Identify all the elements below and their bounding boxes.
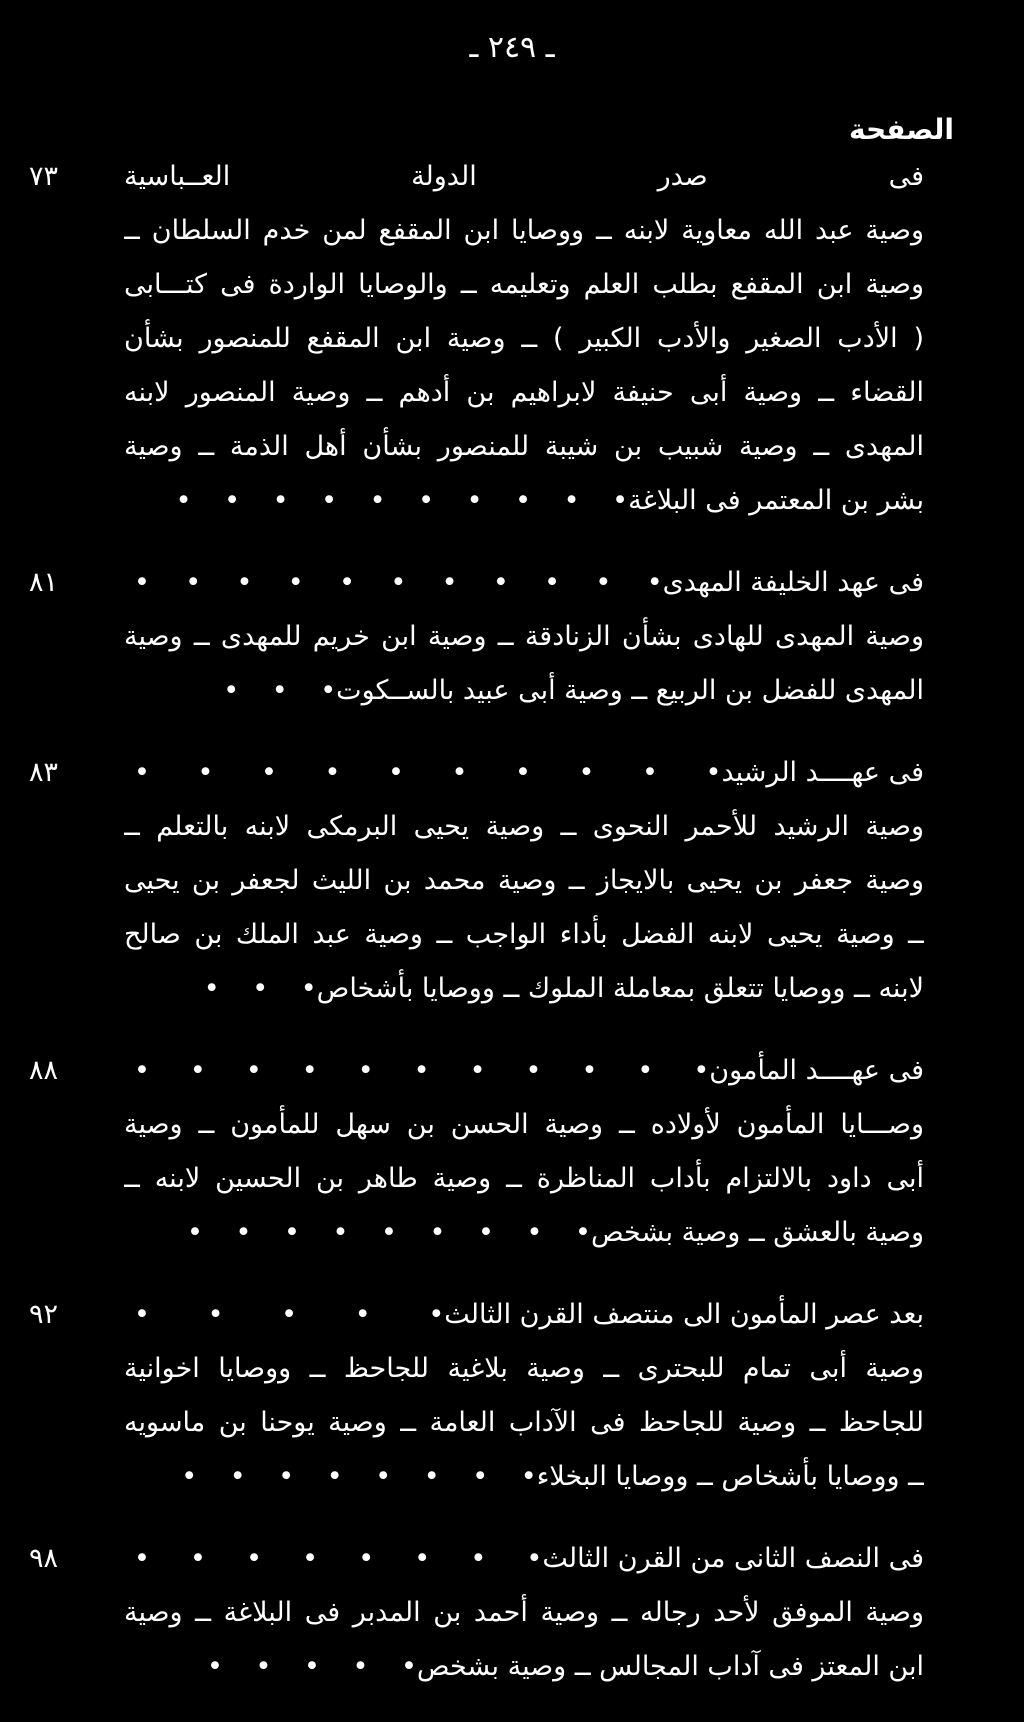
page-column-heading: الصفحة <box>848 113 954 146</box>
toc-entry-line: وصية أبى تمام للبحترى ــ وصية بلاغية للجاحظ ــ ووصايا اخوانية <box>124 1353 924 1384</box>
toc-entry-line: أبى داود بالالتزام بأداب المناظرة ــ وصية طاهر بن الحسين لابنه ــ <box>124 1163 924 1194</box>
toc-page-number: ٩٨ <box>29 1543 59 1574</box>
page-number: ـ ٢٤٩ ـ <box>469 30 555 65</box>
toc-entry <box>29 150 924 528</box>
toc-entry-line: وصية ابن المقفع بطلب العلم وتعليمه ــ والوصايا الواردة فى كتـــابى <box>124 269 924 300</box>
toc-entry-text: ــ ووصايا بأشخاص ــ ووصايا البخلاء <box>536 1461 924 1492</box>
toc-page-number: ٨١ <box>29 567 59 598</box>
toc-entry-line <box>124 1450 924 1504</box>
toc-entry-line <box>124 556 924 610</box>
dot-leader: • • • • • <box>134 1299 445 1330</box>
toc-entry-line: القضاء ــ وصية أبى حنيفة لابراهيم بن أدهم ــ وصية المنصور لابنه <box>124 377 924 408</box>
toc-entry <box>29 746 924 1016</box>
toc-entry-line: وصية جعفر بن يحيى بالايجاز ــ وصية محمد بن الليث لجعفر بن يحيى <box>124 865 924 896</box>
dot-leader: • • • • • • • • • • • <box>134 1055 710 1086</box>
toc-entry-line: المهدى ــ وصية شبيب بن شيبة للمنصور بشأن أهل الذمة ــ وصية <box>124 431 924 462</box>
toc-entry-title: بعد عصر المأمون الى منتصف القرن الثالث <box>444 1299 924 1330</box>
toc-entry-text: ابن المعتز فى آداب المجالس ــ وصية بشخص <box>416 1651 924 1682</box>
toc-entry-title: فى عهــــد المأمون <box>709 1055 924 1086</box>
toc-entry <box>29 1288 924 1504</box>
toc-entry-line <box>124 746 924 800</box>
toc-entry-line <box>124 1044 924 1098</box>
toc-entry-line: وصية عبد الله معاوية لابنه ــ ووصايا ابن المقفع لمن خدم السلطان ــ <box>124 215 924 246</box>
dot-leader: • • • • • <box>206 1651 417 1682</box>
toc-entry-text: لابنه ــ ووصايا تتعلق بمعاملة الملوك ــ ووصايا بأشخاص <box>316 973 924 1004</box>
toc-entry-line: ( الأدب الصغير والأدب الكبير ) ــ وصية ابن المقفع للمنصور بشأن <box>124 323 924 354</box>
dot-leader: • • • • • • • • • • • <box>134 567 663 598</box>
dot-leader: • • • <box>223 675 337 706</box>
dot-leader: • • • • • • • • • <box>186 1217 591 1248</box>
toc-page-number: ٨٣ <box>29 757 59 788</box>
toc-entry-line <box>124 1640 924 1694</box>
dot-leader: • • • • • • • • <box>134 1543 543 1574</box>
toc-entry-line: وصية الموفق لأحد رجاله ــ وصية أحمد بن المدبر فى البلاغة ــ وصية <box>124 1597 924 1628</box>
toc-page-number: ٧٣ <box>29 161 59 192</box>
toc-entry-line: وصية الرشيد للأحمر النحوى ــ وصية يحيى البرمكى لابنه بالتعلم ــ <box>124 811 924 842</box>
toc-page-number: ٩٢ <box>29 1299 59 1330</box>
toc-page-number: ٨٨ <box>29 1055 59 1086</box>
toc-entry-text: المهدى للفضل بن الربيع ــ وصية أبى عبيد بالســكوت <box>336 675 924 706</box>
table-of-contents <box>29 150 924 1722</box>
dot-leader: • • • • • • • • • • <box>175 485 629 516</box>
toc-entry-line <box>124 664 924 718</box>
toc-entry-text: وصية بالعشق ــ وصية بشخص <box>590 1217 924 1248</box>
toc-entry-title: فى عهــــد الرشيد <box>721 757 924 788</box>
dot-leader: • • • • • • • • <box>181 1461 537 1492</box>
toc-entry-line: للجاحظ ــ وصية للجاحظ فى الآداب العامة ــ وصية يوحنا بن ماسويه <box>124 1407 924 1438</box>
toc-entry <box>29 1044 924 1260</box>
toc-entry-line <box>124 1206 924 1260</box>
toc-entry-text: بشر بن المعتمر فى البلاغة <box>628 485 924 516</box>
toc-entry-line <box>124 474 924 528</box>
toc-entry <box>29 556 924 718</box>
toc-entry-line: وصية المهدى للهادى بشأن الزنادقة ــ وصية ابن خريم للمهدى ــ وصية <box>124 621 924 652</box>
toc-entry-line: ــ وصية يحيى لابنه الفضل بأداء الواجب ــ وصية عبد الملك بن صالح <box>124 919 924 950</box>
toc-entry-title: فى عهد الخليفة المهدى <box>662 567 924 598</box>
toc-entry-line: فى صدر الدولة العــباسية <box>124 161 924 192</box>
toc-entry-line <box>124 1532 924 1586</box>
dot-leader: • • • • • • • • • • <box>134 757 722 788</box>
toc-entry-title: فى النصف الثانى من القرن الثالث <box>542 1543 924 1574</box>
toc-entry <box>29 1532 924 1694</box>
toc-entry-line <box>124 1288 924 1342</box>
toc-entry-line <box>124 962 924 1016</box>
dot-leader: • • • <box>203 973 317 1004</box>
toc-entry-line: وصـــايا المأمون لأولاده ــ وصية الحسن بن سهل للمأمون ــ وصية <box>124 1109 924 1140</box>
